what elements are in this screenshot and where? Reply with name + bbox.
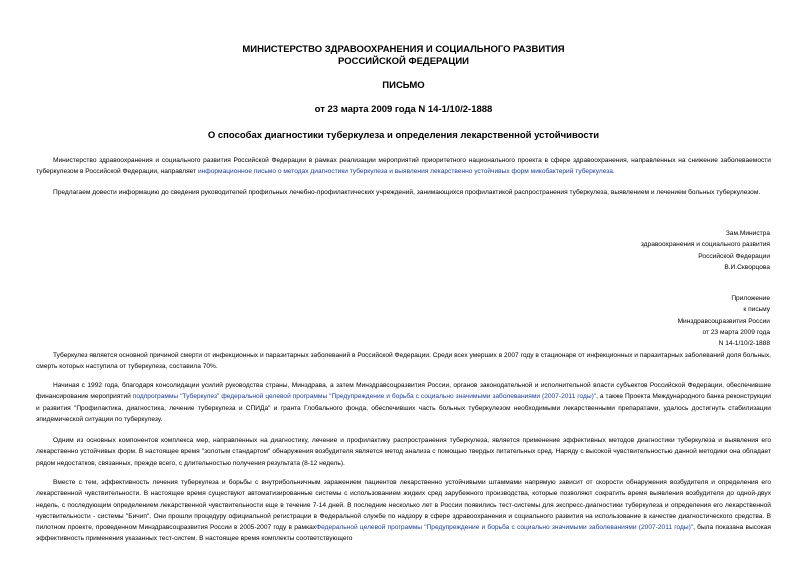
intro-p1-end: . [612, 168, 615, 176]
intro-paragraph-1 [36, 155, 771, 178]
body-p6-text-b: , была показана высокая эффективность применения указанных тест-систем. В настоящее время комплекты соответствующего [36, 524, 771, 543]
body-p6-text-a: Вместе с тем, эффективность лечения туберкулеза и борьбы с внутрибольничным заражением пациентов лекарственно устойчивыми штаммами напрямую зависит от скорости обнаружения возбудителя и определения его лекарственной чувствительности. В настоящее время существуют автоматизированные системы с использованием жидких сред зарубежного производства, которые позволяют сократить время выявления возбудителя до одной-двух недель, с последующим определением лекарственной чувствительности еще в течение 7-14 дней. В последние несколько лет в России появились тест-системы для экспресс-диагностики туберкулеза и определения его лекарственной чувствительности - системы "Бичип". Они прошли процедуру официальной регистрации в Федеральной службе по надзору в сфере здравоохранения и социального развития на использование в качестве диагностического средства. В пилотном проекте, проведенном Минздравсоцразвития России в 2005-2007 году в рамках [36, 479, 771, 532]
signature-line-3: Российской Федерации [698, 252, 770, 260]
body-paragraph-3 [36, 435, 771, 469]
appendix-line-1: Приложение [731, 295, 770, 302]
appendix-line-3: Минздравсоцразвития России [677, 317, 770, 325]
body-paragraph-1 [36, 350, 771, 373]
intro-p2-text: Предлагаем довести информацию до сведения руководителей профильных лечебно-профилактических учреждений, занимающихся профилактикой распространения туберкулеза, выявлением и лечением больных туберкулезом. [53, 189, 761, 196]
doc-type: ПИСЬМО [382, 80, 425, 91]
intro-p1-text: Министерство здравоохранения и социального развития Российской Федерации в рамках реализации мероприятий приоритетного национального проекта в сфере здравоохранения, направленных на снижение заболеваемости туберкулезом в Российской Федерации, направляет [36, 157, 771, 176]
federal-program-link[interactable]: Федеральной целевой программы "Предупреждение и борьба с социально значимыми заболеваниями (2007-2011 годы)" [316, 524, 694, 532]
appendix-line-5: N 14-1/10/2-1888 [718, 340, 770, 348]
intro-paragraph-2 [36, 187, 771, 198]
body-p5-text: Одним из основных компонентов комплекса мер, направленных на диагностику, лечение и профилактику распространения туберкулеза, является применение эффективных методов диагностики туберкулеза и выявления его лекарственно устойчивых форм. В настоящее время "золотым стандартом" обнаружения возбудителя является метод анализа с помощью твердых питательных сред. Наряду с высокой чувствительностью данной методики она обладает рядом недостатков, связанных, прежде всего, с длительностью получения результата (8-12 недель). [36, 437, 771, 467]
body-p4-text-a: Начиная с 1992 года, благодаря консолидации усилий руководства страны, Минздрава, а затем Минздравсоцразвития России, органов законодательной и исполнительной власти субъектов Российской Федерации, обеспечившие финансирование мероприятий [36, 382, 771, 401]
document-title: О способах диагностики туберкулеза и определения лекарственной устойчивости [207, 130, 600, 141]
info-letter-link[interactable]: информационное письмо о методах диагностики туберкулеза и выявления лекарственно устойчивых форм микобактерий туберкулеза [197, 168, 613, 176]
body-p3-text: Туберкулез является основной причиной смерти от инфекционных и паразитарных заболеваний в Российской Федерации. Среди всех умерших в 2007 году в стационаре от инфекционных и паразитарных заболеваний доля больных, смерть которых наступила от туберкулеза, составила 70%. [36, 352, 771, 371]
signature-line-4: В.И.Скворцова [724, 263, 770, 271]
body-paragraph-2 [36, 380, 771, 425]
body-paragraph-4 [36, 477, 771, 545]
ministry-line-1: МИНИСТЕРСТВО ЗДРАВООХРАНЕНИЯ И СОЦИАЛЬНОГО РАЗВИТИЯ [242, 44, 565, 55]
appendix-line-4: от 23 марта 2009 года [702, 328, 770, 336]
body-p4-text-b: , а также Проекта Международного банка реконструкции и развития "Профилактика, диагностика, лечение туберкулеза и СПИДа" и гранта Глобального фонда, обеспечивших часть больных туберкулезом необходимыми лекарственными препаратами, удалось достигнуть стабилизации эпидемической ситуации по туберкулезу. [36, 393, 771, 423]
appendix-line-2: к письму [743, 306, 770, 314]
tb-subprogram-link[interactable]: подпрограммы "Туберкулез" федеральной целевой программы "Предупреждение и борьба с социально значимыми заболеваниями (2007-2011 годы)" [132, 393, 597, 401]
signature-line-2: здравоохранения и социального развития [640, 241, 770, 249]
signature-line-1: Зам.Министра [725, 230, 770, 237]
ministry-line-2: РОССИЙСКОЙ ФЕДЕРАЦИИ [337, 56, 469, 67]
signature-block [641, 228, 770, 273]
doc-date-number: от 23 марта 2009 года N 14-1/10/2-1888 [314, 104, 493, 115]
appendix-block [678, 293, 770, 349]
